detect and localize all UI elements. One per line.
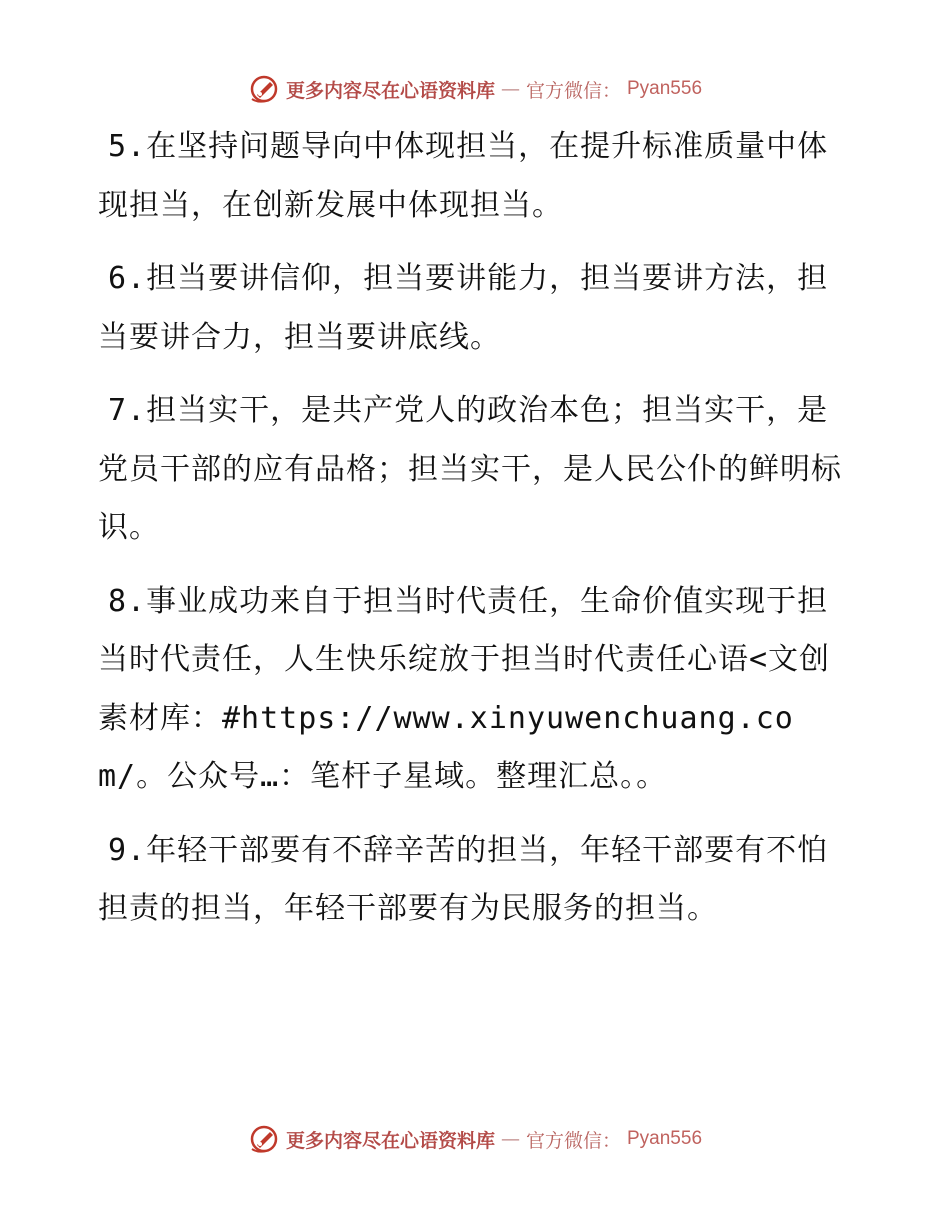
document-body	[98, 118, 858, 954]
banner-wechat-handle: Pyan556	[627, 78, 703, 99]
paragraph-item-5: 5.在坚持问题导向中体现担当，在提升标准质量中体现担当，在创新发展中体现担当。	[98, 129, 829, 223]
header-banner	[0, 72, 950, 106]
footer-banner-wechat-label: 官方微信：	[525, 1129, 621, 1152]
paragraph-item-7: 7.担当实干，是共产党人的政治本色；担当实干，是党员干部的应有品格；担当实干，是人民公仆的鲜明标识。	[98, 393, 842, 545]
pen-nib-logo-icon	[248, 73, 280, 105]
banner-wechat-label: 官方微信：	[525, 79, 621, 102]
footer-banner-separator: —	[500, 1128, 520, 1150]
paragraph-item-6: 6.担当要讲信仰，担当要讲能力，担当要讲方法，担当要讲合力，担当要讲底线。	[98, 261, 829, 355]
paragraph-item-9: 9.年轻干部要有不辞辛苦的担当，年轻干部要有不怕担责的担当，年轻干部要有为民服务的担当。	[98, 832, 829, 926]
banner-separator: —	[500, 78, 520, 100]
pen-nib-logo-icon	[248, 1123, 280, 1155]
footer-banner	[0, 1122, 950, 1156]
footer-banner-title: 更多内容尽在心语资料库	[285, 1129, 495, 1152]
paragraph-item-8: 8.事业成功来自于担当时代责任，生命价值实现于担当时代责任，人生快乐绽放于担当时代责任心语<文创素材库：#https://www.xinyuwenchuang.com/。公众号…：笔杆子星域。整理汇总。。	[98, 583, 831, 794]
banner-title: 更多内容尽在心语资料库	[285, 79, 495, 102]
footer-banner-wechat-handle: Pyan556	[627, 1128, 703, 1149]
